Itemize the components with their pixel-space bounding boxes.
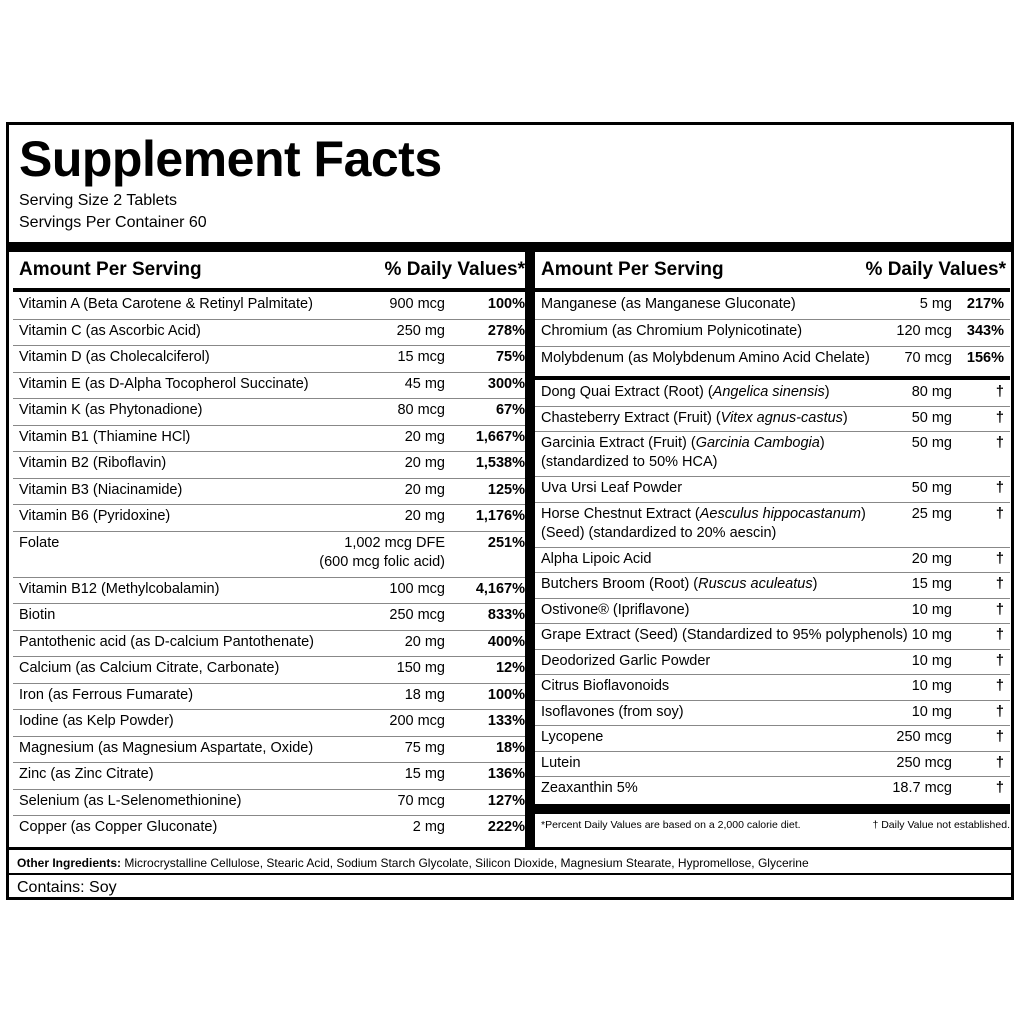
nutrient-amount: 5 mg [919,296,952,312]
contains-allergen: Contains: Soy [17,879,117,896]
ingredient-amount: 250 mcg [896,754,952,771]
ingredient-label: Zeaxanthin 5% [541,780,638,796]
ingredient-label: Alpha Lipoic Acid [541,550,652,567]
ingredient-amount: 50 mg [911,409,952,426]
other-ingredients-text: Microcrystalline Cellulose, Stearic Acid, Sodium Starch Glycolate, Silicon Dioxide, Magnesium Stearate, Hypromellose, Glycerine [124,856,809,870]
nutrient-name: Vitamin E (as D-Alpha Tocopherol Succinate) [19,375,309,392]
nutrient-name: Molybdenum (as Molybdenum Amino Acid Chelate) [541,350,870,366]
daily-values-label: % Daily Values* [865,259,1006,280]
ingredient-name [541,550,651,569]
mineral-row [535,346,1010,373]
ingredient-label: Grape Extract (Seed) (Standardized to 95% polyphenols) [541,627,908,643]
nutrient-row [13,709,525,737]
ingredient-row [535,700,1010,727]
nutrient-amount [413,818,445,837]
ingredient-detail: (standardized to 50% HCA) [541,454,718,470]
footnote-not-established: † Daily Value not established. [872,818,1010,831]
nutrient-amount [405,375,445,394]
nutrient-row [13,451,525,479]
nutrient-row [13,398,525,426]
ingredient-amount: 80 mg [911,384,952,400]
botanical-name: Garcinia Cambogia [695,435,820,451]
nutrient-name: Zinc (as Zinc Citrate) [19,766,154,782]
ingredient-amount: 10 mg [911,627,952,643]
ingredient-amount: 50 mg [911,480,952,496]
daily-value: † [995,627,1004,643]
ingredient-row [535,649,1010,676]
ingredient-amount: 18.7 mcg [892,780,952,796]
amount-value: 20 mg [404,633,445,650]
nutrient-amount [405,481,445,500]
ingredient-row [535,547,1010,574]
botanical-name: Aesculus hippocastanum [699,505,861,522]
daily-value: 136% [487,766,525,782]
nutrient-row [13,577,525,605]
ingredient-label: Dong Quai Extract (Root) ( [541,384,713,400]
amount-value: 45 mg [404,375,445,392]
amount-value: 250 mg [396,322,445,339]
daily-value: † [995,480,1004,496]
nutrient-name: Vitamin B2 (Riboflavin) [19,455,167,471]
daily-value: † [995,601,1004,618]
botanical-name: Ruscus aculeatus [698,576,813,592]
ingredient-row [535,623,1010,650]
daily-value: 343% [966,323,1004,339]
nutrient-name: Biotin [19,607,56,623]
ingredient-amount: 10 mg [911,601,952,618]
daily-value: † [995,678,1004,694]
nutrient-name: Manganese (as Manganese Gluconate) [541,296,796,312]
ingredient-row [535,674,1010,701]
daily-value: † [995,576,1004,592]
ingredient-label: Garcinia Extract (Fruit) ( [541,435,696,451]
daily-value: † [995,652,1004,669]
daily-value: 133% [487,713,525,729]
nutrient-amount [405,765,445,784]
daily-value: 156% [966,350,1004,366]
nutrient-amount [389,606,445,625]
daily-values-label: % Daily Values* [384,259,525,280]
amount-value: 20 mg [404,428,445,445]
amount-value: 100 mcg [389,580,445,597]
daily-value: 400% [487,633,525,650]
ingredient-label: Isoflavones (from soy) [541,703,684,720]
ingredient-amount: 250 mcg [896,729,952,745]
nutrient-row [13,372,525,400]
ingredient-label-end: ) [824,384,830,400]
nutrient-amount [405,633,445,652]
ingredient-name [541,652,710,671]
ingredient-label: Ostivone® (Ipriflavone) [541,601,690,618]
daily-value: 75% [495,349,525,365]
ingredient-name [541,601,690,620]
ingredient-detail: (Seed) (standardized to 20% aescin) [541,524,777,541]
ingredient-label-end: ) [812,576,818,592]
nutrient-row [13,531,525,578]
nutrient-row [13,656,525,684]
nutrient-name: Folate [19,534,60,551]
nutrient-amount [397,322,445,341]
nutrient-row [13,630,525,658]
nutrient-row [13,762,525,790]
ingredient-name [541,479,682,498]
ingredient-row [535,406,1010,433]
botanical-name: Vitex agnus-castus [720,409,843,426]
daily-value: 833% [487,607,525,623]
left-column [13,252,525,847]
nutrient-name: Vitamin D (as Cholecalciferol) [19,349,210,365]
nutrient-row [13,345,525,373]
ingredient-row [535,598,1010,625]
ingredient-label: Horse Chestnut Extract ( [541,505,700,522]
right-header [535,252,1010,288]
ingredient-label: Chasteberry Extract (Fruit) ( [541,409,721,426]
panel-title: Supplement Facts [19,131,442,187]
amount-value: 1,002 mcg DFE [344,534,445,551]
nutrient-amount [405,686,445,705]
nutrient-name: Selenium (as L-Selenomethionine) [19,792,242,809]
daily-value: † [995,409,1004,426]
nutrient-amount [397,792,445,811]
nutrient-row [13,478,525,506]
ingredient-amount: 10 mg [911,652,952,669]
ingredient-row [535,476,1010,503]
footnote-daily-values: *Percent Daily Values are based on a 2,000 calorie diet. [541,818,801,831]
daily-value: † [995,550,1004,567]
supplement-facts-panel [6,122,1014,900]
amount-value: 250 mcg [389,607,445,623]
daily-value: 67% [495,402,525,418]
ingredient-name [541,383,830,402]
ingredient-row [535,751,1010,778]
nutrient-row [13,736,525,764]
daily-value: † [995,384,1004,400]
daily-value: † [995,505,1004,522]
ingredient-amount: 25 mg [911,505,952,522]
nutrient-name: Vitamin B1 (Thiamine HCl) [19,428,191,445]
nutrient-row [13,815,525,843]
daily-value: 217% [966,296,1004,312]
nutrient-name: Calcium (as Calcium Citrate, Carbonate) [19,660,280,676]
ingredient-amount: 15 mg [911,576,952,592]
daily-value: 300% [487,375,525,392]
right-column [535,252,1010,847]
amount-value: 900 mcg [389,296,445,312]
other-ingredients-label: Other Ingredients: [17,856,122,870]
daily-value: 1,667% [475,428,525,445]
amount-value: 2 mg [412,819,445,835]
thick-divider [9,242,1011,252]
ingredient-name [541,754,581,773]
nutrient-amount [397,659,445,678]
amount-per-serving-label: Amount Per Serving [541,259,724,280]
ingredient-amount: 10 mg [911,703,952,720]
ingredient-amount: 20 mg [911,550,952,567]
column-divider [525,252,535,847]
daily-value: 222% [487,819,525,835]
nutrient-amount [389,295,445,314]
ingredient-amount: 10 mg [911,678,952,694]
nutrient-row [13,319,525,347]
ingredient-row [535,502,1010,548]
ingredient-row [535,431,1010,477]
ingredient-row [535,725,1010,752]
daily-value: 127% [487,792,525,809]
nutrient-amount: 120 mcg [896,323,952,339]
ingredient-name [541,779,638,798]
nutrient-amount [405,739,445,758]
amount-value: 15 mcg [397,349,445,365]
ingredient-label: Citrus Bioflavonoids [541,678,670,694]
ingredient-row [535,776,1010,802]
ingredient-label: Butchers Broom (Root) ( [541,576,699,592]
ingredient-label: Deodorized Garlic Powder [541,652,711,669]
mineral-row [535,319,1010,347]
amount-note: (600 mcg folic acid) [319,553,445,570]
ingredient-row [535,380,1010,407]
daily-value: 18% [495,739,525,756]
nutrient-name: Vitamin B6 (Pyridoxine) [19,508,171,524]
nutrient-name: Iron (as Ferrous Fumarate) [19,686,194,703]
daily-value: † [995,703,1004,720]
daily-value: 125% [487,481,525,498]
ingredient-row [535,572,1010,599]
ingredient-label-end: ) [842,409,848,426]
ingredient-name [541,677,669,696]
nutrient-row [13,603,525,631]
other-ingredients [9,847,1011,875]
ingredient-label: Lycopene [541,729,604,745]
amount-value: 75 mg [404,739,445,756]
nutrient-amount [405,428,445,447]
daily-value: 12% [495,660,525,676]
nutrient-amount [405,454,445,473]
daily-value: † [995,754,1004,771]
amount-value: 18 mg [404,686,445,703]
ingredient-name [541,626,908,645]
daily-value: † [995,729,1004,745]
amount-value: 15 mg [404,766,445,782]
ingredient-label: Lutein [541,754,581,771]
nutrient-amount [405,507,445,526]
bottom-divider [535,804,1010,814]
servings-per-container: Servings Per Container 60 [19,214,207,231]
nutrient-amount [397,348,445,367]
nutrient-name: Magnesium (as Magnesium Aspartate, Oxide) [19,739,314,756]
daily-value: 1,176% [475,508,525,524]
amount-value: 70 mcg [397,792,445,809]
nutrient-row [13,504,525,532]
ingredient-label: Uva Ursi Leaf Powder [541,480,683,496]
amount-per-serving-label: Amount Per Serving [19,259,202,280]
nutrient-name: Vitamin B3 (Niacinamide) [19,481,183,498]
nutrient-name: Copper (as Copper Gluconate) [19,819,218,835]
nutrient-name: Pantothenic acid (as D-calcium Pantothenate) [19,633,314,650]
nutrient-row [13,789,525,817]
nutrient-row [13,683,525,711]
nutrient-name: Iodine (as Kelp Powder) [19,713,174,729]
botanical-name: Angelica sinensis [712,384,825,400]
ingredient-name [541,434,825,472]
ingredient-name [541,575,817,594]
nutrient-row [13,425,525,453]
amount-value: 200 mcg [389,713,445,729]
ingredient-name [541,728,603,747]
ingredient-amount: 50 mg [911,435,952,451]
nutrient-name: Vitamin K (as Phytonadione) [19,402,203,418]
serving-size: Serving Size 2 Tablets [19,192,178,209]
daily-value: † [995,780,1004,796]
daily-value: 100% [487,686,525,703]
daily-value: † [995,435,1004,451]
left-header [13,252,525,288]
nutrient-name: Vitamin C (as Ascorbic Acid) [19,322,201,339]
amount-value: 80 mcg [397,402,445,418]
nutrient-amount [319,534,445,572]
nutrient-amount: 70 mcg [904,350,952,366]
nutrient-name: Vitamin A (Beta Carotene & Retinyl Palmitate) [19,296,313,312]
nutrient-name: Chromium (as Chromium Polynicotinate) [541,323,803,339]
nutrient-name: Vitamin B12 (Methylcobalamin) [19,580,220,597]
daily-value: 278% [487,322,525,339]
mineral-row [535,292,1010,320]
amount-value: 150 mg [396,660,445,676]
amount-value: 20 mg [404,455,445,471]
daily-value: 1,538% [475,455,525,471]
ingredient-label-end: ) [819,435,825,451]
daily-value: 4,167% [475,580,525,597]
ingredient-name [541,505,866,543]
ingredient-label-end: ) [860,505,866,522]
ingredient-name [541,703,684,722]
amount-value: 20 mg [404,508,445,524]
daily-value: 251% [487,534,525,551]
nutrient-amount [389,712,445,731]
nutrient-amount [397,401,445,420]
daily-value: 100% [487,296,525,312]
nutrient-amount [389,580,445,599]
amount-value: 20 mg [404,481,445,498]
nutrient-row [13,292,525,320]
ingredient-name [541,409,848,428]
